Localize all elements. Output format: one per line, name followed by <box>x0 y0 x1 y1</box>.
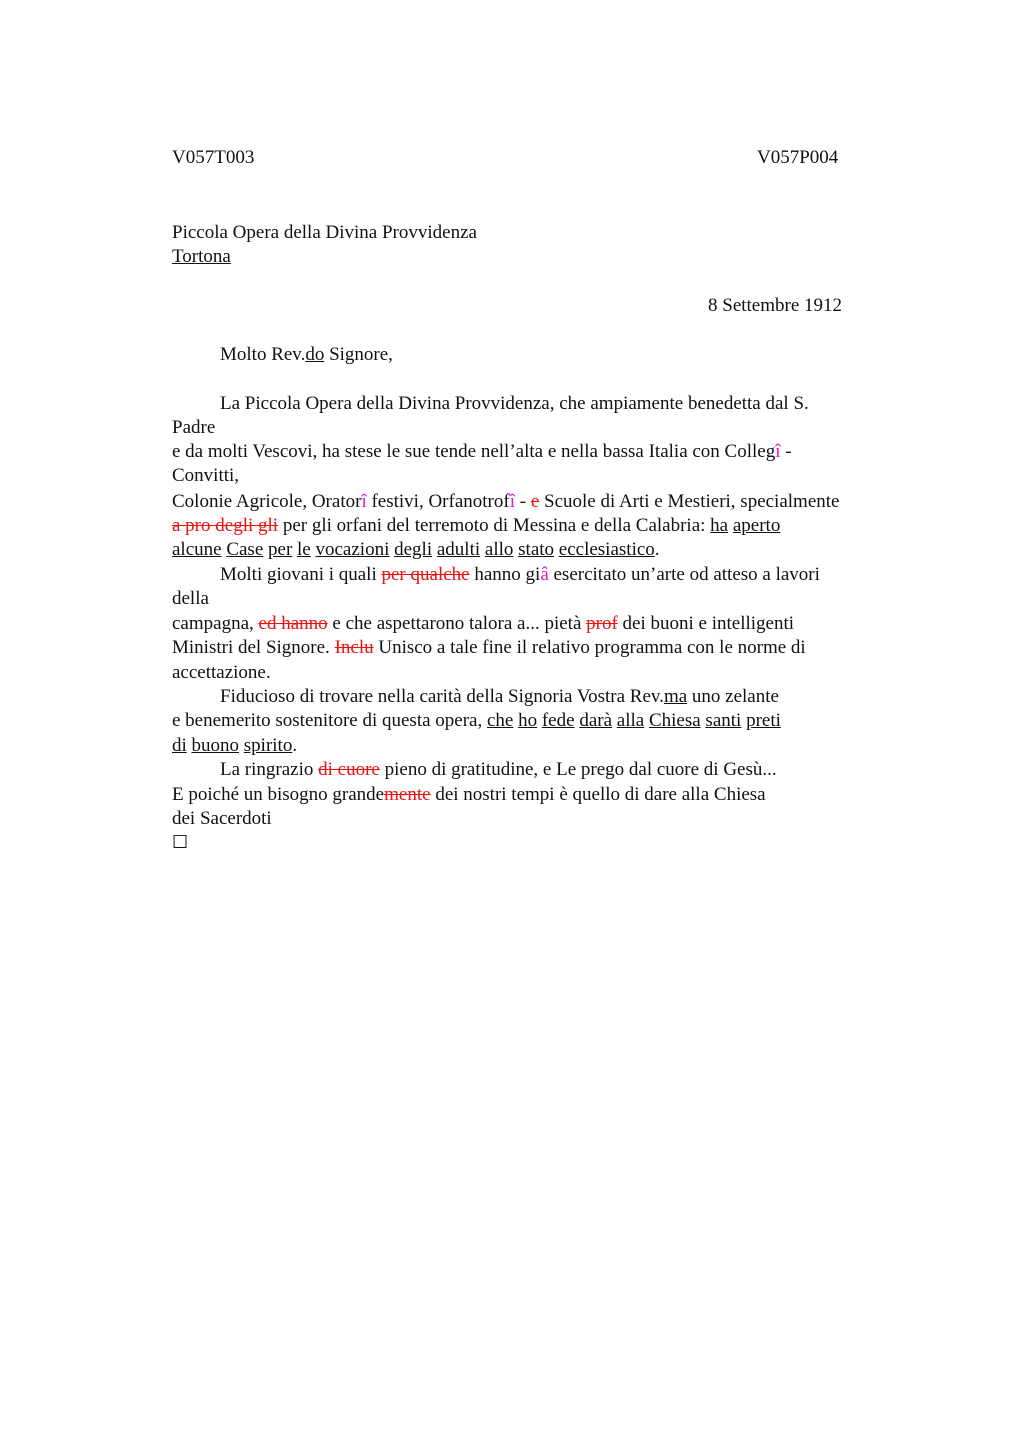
text-run: campagna, <box>172 613 259 634</box>
text-run: Scuole di Arti e Mestieri, specialmente <box>539 491 840 512</box>
salutation-abbrev: do <box>305 344 325 365</box>
p1-line-4: Convitti, <box>172 465 240 486</box>
text-run: esercitato un’arte od atteso a lavori <box>548 564 820 585</box>
underlined-word: alcune <box>172 539 222 560</box>
text-run: e benemerito sostenitore di questa opera, <box>172 710 487 731</box>
text-run: Unisco a tale fine il relativo programma con le norme di <box>373 637 806 658</box>
underlined-word: ma <box>663 686 688 707</box>
city-text: Tortona <box>172 246 231 267</box>
underlined-word: santi <box>705 710 742 731</box>
p4-line-1 <box>220 758 777 782</box>
p1-line-1: La Piccola Opera della Divina Provvidenza, che ampiamente benedetta dal S. <box>220 393 809 414</box>
text-run: dei buoni e intelligenti <box>617 613 795 634</box>
punctuation: . <box>654 539 660 560</box>
p1-line-3 <box>172 440 792 464</box>
deleted-text: di cuore <box>318 759 380 780</box>
end-box-icon: ☐ <box>172 832 189 853</box>
p2-line-2: della <box>172 588 209 609</box>
accent-mark: î <box>775 441 781 462</box>
p1-line-5 <box>172 490 839 514</box>
deleted-text: e <box>530 491 540 512</box>
p4-line-3: dei Sacerdoti <box>172 808 272 829</box>
deleted-text: mente <box>384 784 431 805</box>
accent-mark: î <box>509 491 515 512</box>
text-run: - <box>780 441 792 462</box>
deleted-text: a pro degli gli <box>172 515 279 536</box>
p1-line-6 <box>172 514 780 538</box>
underlined-word: vocazioni <box>315 539 390 560</box>
deleted-text: ed hanno <box>258 613 328 634</box>
doc-code-left: V057T003 <box>172 147 255 168</box>
p3-line-3 <box>172 734 297 758</box>
accent-mark: î <box>361 491 367 512</box>
underlined-word: le <box>297 539 311 560</box>
text-run: Ministri del Signore. <box>172 637 335 658</box>
salutation-text-end: Signore, <box>324 344 393 365</box>
p2-line-1 <box>220 563 820 587</box>
underlined-word: alla <box>616 710 645 731</box>
text-run: uno zelante <box>687 686 779 707</box>
text-run: festivi, Orfanotrof <box>366 491 510 512</box>
punctuation: . <box>292 735 298 756</box>
p2-line-5: accettazione. <box>172 662 271 683</box>
text-run: dei nostri tempi è quello di dare alla Chiesa <box>430 784 766 805</box>
sender-city <box>172 245 231 269</box>
p4-line-2 <box>172 783 766 807</box>
p3-line-1 <box>220 685 779 709</box>
text-run: E poiché un bisogno grande <box>172 784 385 805</box>
p1-line-2: Padre <box>172 417 216 438</box>
underlined-word: adulti <box>436 539 481 560</box>
underlined-word: spirito <box>243 735 293 756</box>
letter-date: 8 Settembre 1912 <box>708 295 843 316</box>
underlined-word: aperto <box>732 515 781 536</box>
deleted-text: Inclu <box>334 637 374 658</box>
deleted-text: per qualche <box>381 564 470 585</box>
underlined-word: Chiesa <box>648 710 701 731</box>
underlined-word: ho <box>518 710 538 731</box>
sender-name: Piccola Opera della Divina Provvidenza <box>172 222 477 243</box>
p1-line-7 <box>172 538 660 562</box>
salutation-text: Molto Rev. <box>220 344 306 365</box>
p3-line-2 <box>172 709 781 733</box>
doc-code-right: V057P004 <box>757 147 839 168</box>
text-run: e da molti Vescovi, ha stese le sue tende nell’alta e nella bassa Italia con Colleg <box>172 441 776 462</box>
underlined-word: degli <box>394 539 433 560</box>
text-run: La ringrazio <box>220 759 319 780</box>
underlined-word: allo <box>484 539 514 560</box>
text-run: Fiducioso di trovare nella carità della Signoria Vostra Rev. <box>220 686 664 707</box>
salutation <box>220 343 393 367</box>
underlined-word: preti <box>746 710 781 731</box>
deleted-text: prof <box>586 613 618 634</box>
p2-line-3 <box>172 612 794 636</box>
accent-mark: â <box>540 564 549 585</box>
underlined-word: buono <box>191 735 240 756</box>
text-run: hanno gi <box>469 564 541 585</box>
underlined-word: di <box>172 735 187 756</box>
underlined-word: Case <box>226 539 264 560</box>
underlined-word: ha <box>710 515 729 536</box>
underlined-word: darà <box>579 710 613 731</box>
text-run: - <box>514 491 531 512</box>
text-run: Molti giovani i quali <box>220 564 382 585</box>
underlined-word: per <box>268 539 293 560</box>
text-run: Colonie Agricole, Orator <box>172 491 362 512</box>
underlined-word: che <box>486 710 514 731</box>
underlined-word: fede <box>541 710 575 731</box>
underlined-word: ecclesiastico <box>558 539 655 560</box>
underlined-word: stato <box>518 539 555 560</box>
p2-line-4 <box>172 636 806 660</box>
text-run: per gli orfani del terremoto di Messina e della Calabria: <box>278 515 711 536</box>
text-run: e che aspettarono talora a... pietà <box>327 613 587 634</box>
text-run: pieno di gratitudine, e Le prego dal cuore di Gesù... <box>379 759 777 780</box>
